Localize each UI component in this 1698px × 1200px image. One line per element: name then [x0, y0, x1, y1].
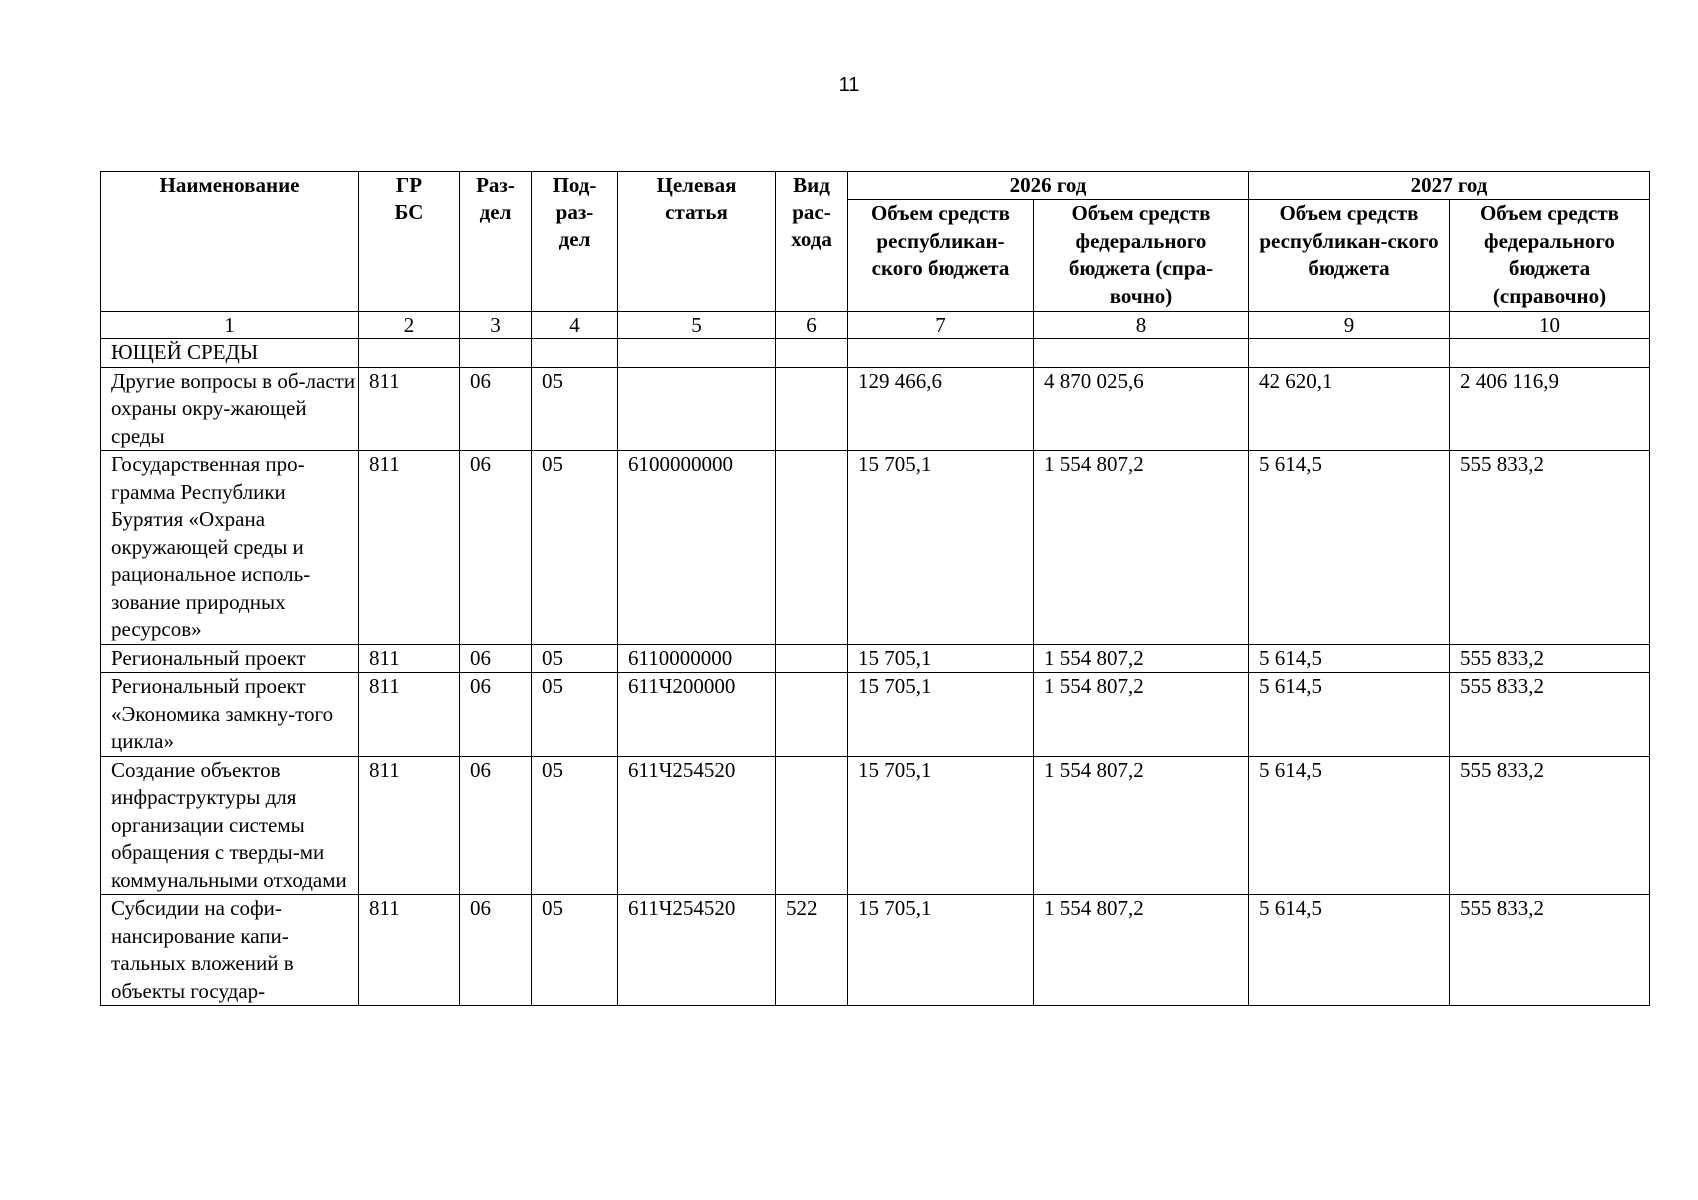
header-podrazdel: Под-раз-дел — [532, 172, 618, 312]
column-number: 8 — [1034, 312, 1249, 339]
row-razdel: 06 — [460, 644, 532, 673]
row-rep-2026: 15 705,1 — [848, 895, 1034, 1006]
table-row — [101, 367, 1650, 451]
row-grbs: 811 — [359, 673, 460, 757]
row-target: 6100000000 — [618, 451, 776, 645]
row-podrazdel: 05 — [532, 895, 618, 1006]
empty-cell — [776, 339, 848, 368]
header-razdel: Раз-дел — [460, 172, 532, 312]
column-number: 7 — [848, 312, 1034, 339]
row-podrazdel: 05 — [532, 367, 618, 451]
row-name: Создание объектов инфраструктуры для организации системы обращения с тверды-ми коммунальными отходами — [101, 756, 359, 895]
row-rep-2027: 42 620,1 — [1249, 367, 1450, 451]
column-number: 5 — [618, 312, 776, 339]
header-year-2027: 2027 год — [1249, 172, 1650, 200]
row-fed-2026: 1 554 807,2 — [1034, 673, 1249, 757]
page-number: 11 — [838, 74, 860, 96]
row-fed-2027: 2 406 116,9 — [1450, 367, 1650, 451]
column-number: 6 — [776, 312, 848, 339]
row-razdel: 06 — [460, 756, 532, 895]
row-fed-2026: 1 554 807,2 — [1034, 756, 1249, 895]
row-fed-2026: 1 554 807,2 — [1034, 644, 1249, 673]
empty-cell — [532, 339, 618, 368]
row-expense-type — [776, 673, 848, 757]
row-rep-2026: 15 705,1 — [848, 673, 1034, 757]
row-target: 611Ч200000 — [618, 673, 776, 757]
row-name: Государственная про-грамма Республики Бурятия «Охрана окружающей среды и рациональное исполь-зование природных ресурсов» — [101, 451, 359, 645]
column-number: 3 — [460, 312, 532, 339]
row-name: Региональный проект — [101, 644, 359, 673]
row-fed-2026: 1 554 807,2 — [1034, 451, 1249, 645]
row-target: 6110000000 — [618, 644, 776, 673]
row-grbs: 811 — [359, 895, 460, 1006]
row-expense-type — [776, 644, 848, 673]
row-fed-2027: 555 833,2 — [1450, 756, 1650, 895]
row-podrazdel: 05 — [532, 644, 618, 673]
table-row — [101, 644, 1650, 673]
row-expense-type: 522 — [776, 895, 848, 1006]
empty-cell — [1450, 339, 1650, 368]
row-rep-2027: 5 614,5 — [1249, 756, 1450, 895]
row-razdel: 06 — [460, 451, 532, 645]
row-fed-2027: 555 833,2 — [1450, 895, 1650, 1006]
row-razdel: 06 — [460, 673, 532, 757]
row-expense-type — [776, 451, 848, 645]
header-rep-budget-2027: Объем средств республикан-ского бюджета — [1249, 200, 1450, 312]
row-rep-2027: 5 614,5 — [1249, 673, 1450, 757]
header-fed-budget-2026: Объем средств федерального бюджета (спра-вочно) — [1034, 200, 1249, 312]
column-number: 10 — [1450, 312, 1650, 339]
row-expense-type — [776, 367, 848, 451]
header-grbs: ГР БС — [359, 172, 460, 312]
header-target: Целевая статья — [618, 172, 776, 312]
row-name: Другие вопросы в об-ласти охраны окру-жающей среды — [101, 367, 359, 451]
row-grbs: 811 — [359, 644, 460, 673]
column-number: 2 — [359, 312, 460, 339]
row-grbs: 811 — [359, 367, 460, 451]
row-grbs: 811 — [359, 756, 460, 895]
budget-table — [100, 171, 1650, 1006]
row-podrazdel: 05 — [532, 451, 618, 645]
table-row — [101, 756, 1650, 895]
row-fed-2027: 555 833,2 — [1450, 644, 1650, 673]
header-fed-budget-2027: Объем средств федерального бюджета (справочно) — [1450, 200, 1650, 312]
row-fed-2026: 4 870 025,6 — [1034, 367, 1249, 451]
row-target — [618, 367, 776, 451]
header-name: Наименование — [101, 172, 359, 312]
empty-cell — [848, 339, 1034, 368]
row-grbs: 811 — [359, 451, 460, 645]
empty-cell — [618, 339, 776, 368]
row-podrazdel: 05 — [532, 673, 618, 757]
row-rep-2027: 5 614,5 — [1249, 644, 1450, 673]
row-rep-2026: 15 705,1 — [848, 644, 1034, 673]
row-rep-2027: 5 614,5 — [1249, 895, 1450, 1006]
empty-cell — [460, 339, 532, 368]
row-name: Региональный проект «Экономика замкну-того цикла» — [101, 673, 359, 757]
row-target: 611Ч254520 — [618, 895, 776, 1006]
table-row — [101, 673, 1650, 757]
row-fed-2026: 1 554 807,2 — [1034, 895, 1249, 1006]
row-rep-2026: 15 705,1 — [848, 756, 1034, 895]
row-rep-2026: 15 705,1 — [848, 451, 1034, 645]
empty-cell — [359, 339, 460, 368]
row-name: Субсидии на софи-нансирование капи-тальных вложений в объекты государ- — [101, 895, 359, 1006]
empty-cell — [1249, 339, 1450, 368]
header-year-2026: 2026 год — [848, 172, 1249, 200]
section-title: ЮЩЕЙ СРЕДЫ — [101, 339, 359, 368]
header-expense-type: Вид рас-хода — [776, 172, 848, 312]
empty-cell — [1034, 339, 1249, 368]
row-podrazdel: 05 — [532, 756, 618, 895]
column-number: 1 — [101, 312, 359, 339]
column-number-row — [101, 312, 1650, 339]
row-target: 611Ч254520 — [618, 756, 776, 895]
table-row — [101, 895, 1650, 1006]
row-razdel: 06 — [460, 895, 532, 1006]
row-rep-2026: 129 466,6 — [848, 367, 1034, 451]
section-title-row — [101, 339, 1650, 368]
row-razdel: 06 — [460, 367, 532, 451]
column-number: 9 — [1249, 312, 1450, 339]
row-fed-2027: 555 833,2 — [1450, 673, 1650, 757]
row-fed-2027: 555 833,2 — [1450, 451, 1650, 645]
row-expense-type — [776, 756, 848, 895]
column-number: 4 — [532, 312, 618, 339]
row-rep-2027: 5 614,5 — [1249, 451, 1450, 645]
header-rep-budget-2026: Объем средств республикан-ского бюджета — [848, 200, 1034, 312]
table-row — [101, 451, 1650, 645]
